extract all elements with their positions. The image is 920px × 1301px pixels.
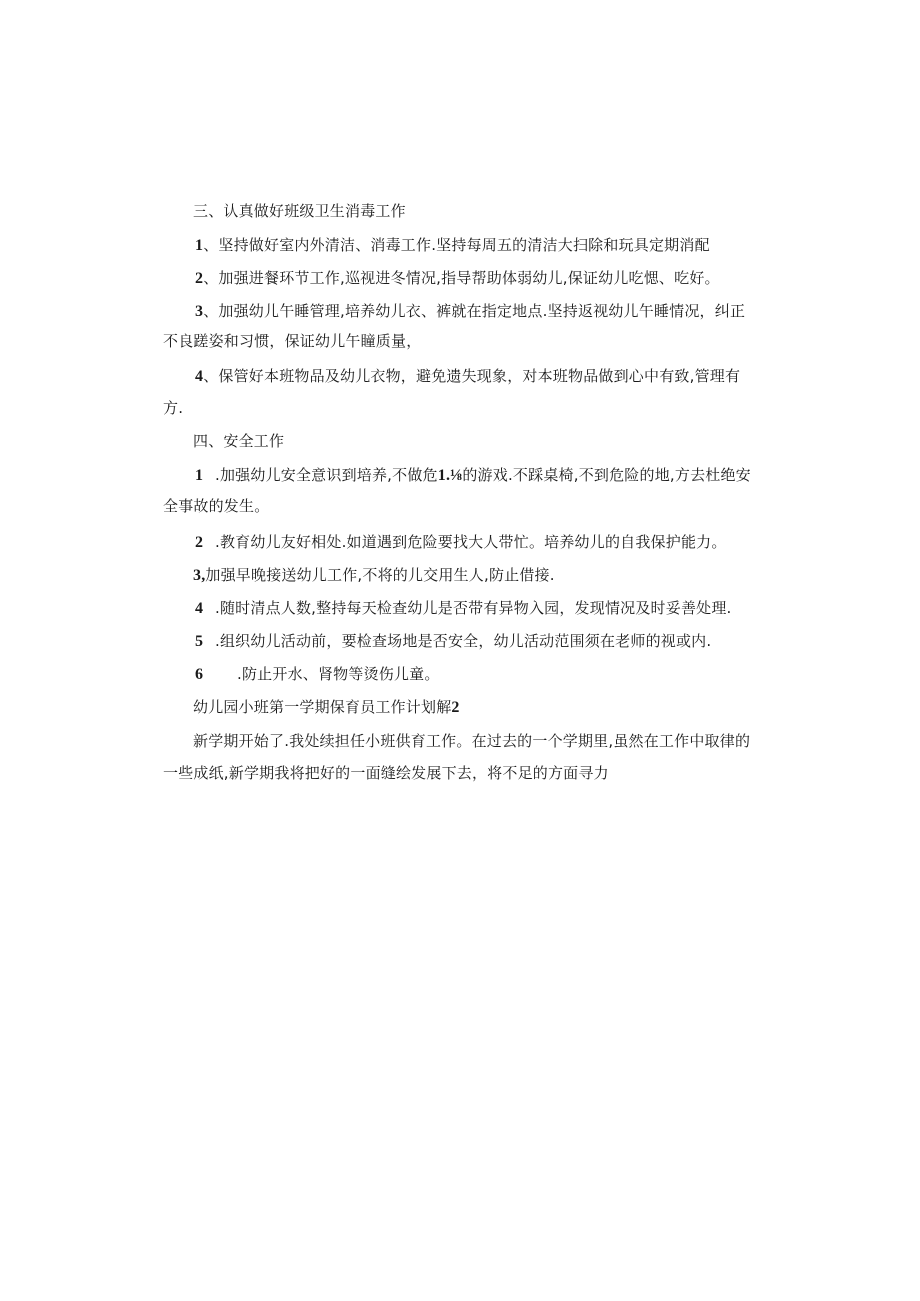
section-4-item-4 [195, 598, 732, 619]
section-3-item-3-continuation: 不良蹉姿和习惯，保证幼儿午瞳质量， [163, 332, 422, 350]
item-text-b: 的游戏.不踩桌椅,不到危险的地,方去杜绝安 [462, 466, 751, 484]
item-number: 1 [195, 467, 204, 484]
part-2-title-number: 2 [451, 699, 460, 716]
item-separator: 、 [203, 269, 219, 287]
section-4-heading: 四、安全工作 [193, 432, 285, 450]
part-2-title [193, 697, 460, 718]
section-4-item-1 [195, 465, 751, 486]
section-4-item-1-continuation: 全事故的发生。 [163, 497, 270, 515]
item-separator: 、 [203, 367, 219, 385]
item-text: .组织幼儿活动前，要检查场地是否安全，幼儿活动范围须在老师的视或内. [215, 632, 712, 650]
item-text: 加强幼儿午睡管理,培养幼儿衣、裤就在指定地点.坚持返视幼儿午睡情况，纠正 [218, 302, 746, 320]
section-3-heading: 三、认真做好班级卫生消毒工作 [193, 202, 406, 220]
item-text: .教育幼儿友好相处.如道遇到危险要找大人带忙。培养幼儿的自我保护能力。 [215, 533, 727, 551]
part-2-title-text: 幼儿园小班第一学期保育员工作计划解 [193, 698, 452, 716]
item-separator: 、 [203, 302, 219, 320]
item-text: .随时清点人数,整持每天检查幼儿是否带有异物入园，发现情况及时妥善处理. [215, 599, 732, 617]
section-3-item-3 [195, 301, 745, 322]
item-number: 6 [195, 666, 204, 683]
item-separator: 、 [203, 236, 219, 254]
item-inline-number: 1.⅛ [437, 467, 463, 484]
part-2-paragraph-line-1: 新学期开始了.我处续担任小班供育工作。在过去的一个学期里,虽然在工作中取律的 [193, 732, 751, 750]
item-text: 保管好本班物品及幼儿衣物，避免遗失现象，对本班物品做到心中有致,管理有 [218, 367, 741, 385]
item-number: 3, [193, 567, 206, 584]
item-number: 4 [195, 600, 204, 617]
section-4-item-5 [195, 631, 711, 652]
item-text: 加强早晚接送幼儿工作,不将的儿交用生人,防止借接. [205, 566, 555, 584]
part-2-paragraph-line-2: 一些成纸,新学期我将把好的一面缝绘发展下去，将不足的方面寻力 [163, 764, 609, 782]
item-text: .防止开水、肾物等烫伤儿童。 [237, 665, 440, 683]
section-3-item-2 [195, 268, 720, 289]
item-number: 2 [195, 270, 204, 287]
item-number: 5 [195, 633, 204, 650]
section-3-item-4-continuation: 方. [163, 399, 184, 417]
item-number: 2 [195, 534, 204, 551]
item-number: 3 [195, 303, 204, 320]
section-4-item-3 [193, 565, 555, 586]
item-number: 1 [195, 237, 204, 254]
section-4-item-6 [195, 664, 440, 685]
section-3-item-1 [195, 235, 710, 256]
item-text-a: .加强幼儿安全意识到培养,不做危 [215, 466, 438, 484]
item-text: 坚持做好室内外清洁、消毒工作.坚持每周五的清洁大扫除和玩具定期消配 [218, 236, 710, 254]
section-4-item-2 [195, 532, 727, 553]
section-3-item-4 [195, 366, 740, 387]
item-text: 加强进餐环节工作,巡视进冬情况,指导帮助体弱幼儿,保证幼儿吃愢、吃好。 [218, 269, 720, 287]
item-number: 4 [195, 368, 204, 385]
